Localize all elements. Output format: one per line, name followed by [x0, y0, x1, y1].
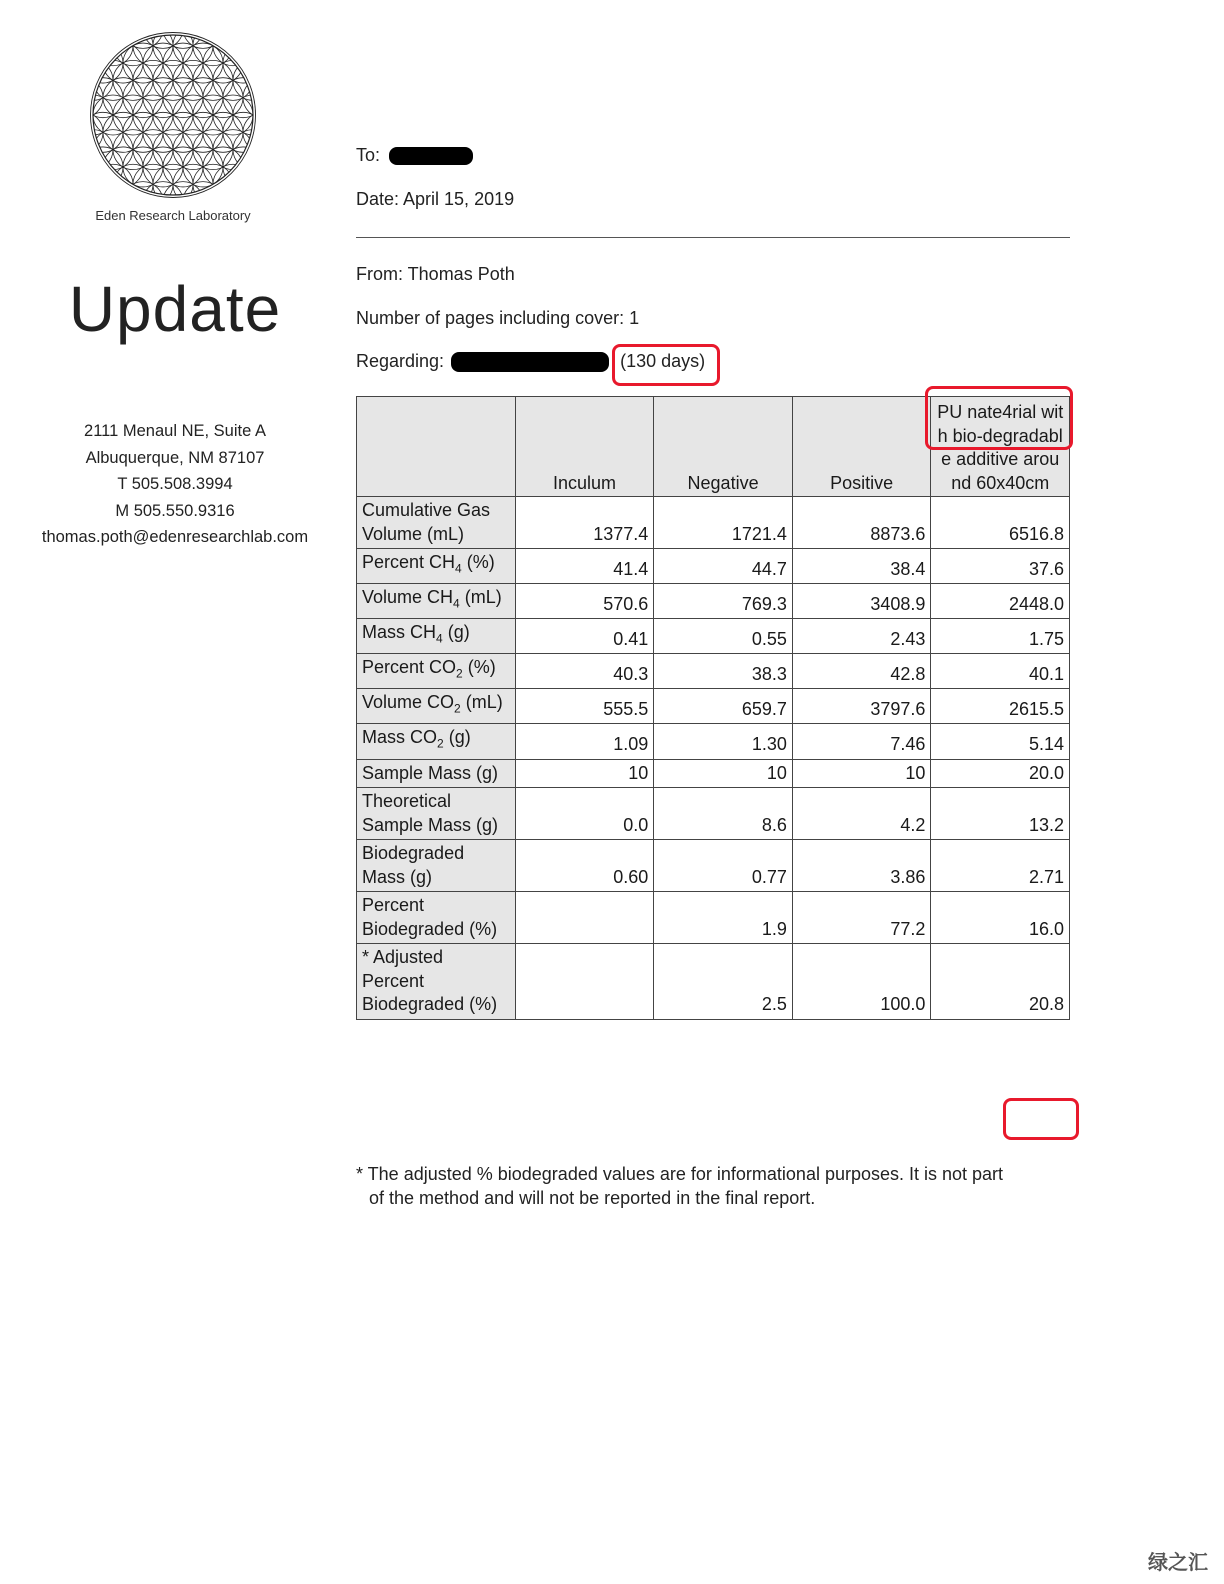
cell-value: 769.3: [654, 584, 793, 619]
cell-value: 40.1: [931, 654, 1070, 689]
flower-circle: [213, 30, 253, 66]
table-row: [357, 497, 1070, 549]
biodegradation-results-table: [356, 396, 1070, 1020]
cell-value: 1.30: [654, 724, 793, 759]
to-field: [356, 145, 473, 166]
header-divider: [356, 237, 1070, 238]
flower-circle: [223, 43, 258, 83]
row-label-subscript: 4: [436, 631, 443, 646]
table-row: [357, 944, 1070, 1020]
address-phone-m: M 505.550.9316: [115, 501, 235, 520]
row-label-subscript: 2: [454, 701, 461, 716]
cell-value: 3408.9: [792, 584, 931, 619]
cell-value: 44.7: [654, 549, 793, 584]
cell-value: 77.2: [792, 892, 931, 944]
cell-value: 2448.0: [931, 584, 1070, 619]
header-negative: Negative: [654, 397, 793, 497]
table-row: [357, 759, 1070, 788]
row-label: [357, 724, 516, 759]
highlight-adjusted-value: [1003, 1098, 1079, 1140]
redacted-subject: [451, 352, 609, 372]
address-email: thomas.poth@edenresearchlab.com: [41, 528, 309, 546]
row-label-text: Volume CO: [362, 692, 455, 713]
table-row: [357, 689, 1070, 724]
row-label-subscript: 2: [456, 666, 463, 681]
watermark: 绿之汇: [1148, 1552, 1208, 1574]
regarding-label: Regarding:: [356, 351, 445, 371]
cell-value: 16.0: [931, 892, 1070, 944]
row-label-text: Percent CO: [362, 657, 457, 678]
row-label: Sample Mass (g): [357, 759, 516, 788]
cell-value: 10: [515, 759, 654, 788]
cell-value: 2.5: [654, 944, 793, 1020]
flower-circle: [103, 30, 143, 48]
cell-value: 10: [654, 759, 793, 788]
row-label-text: Mass CO: [362, 727, 438, 748]
cell-value: 38.4: [792, 549, 931, 584]
contact-address: [20, 418, 330, 551]
cell-value: 10: [792, 759, 931, 788]
table-row: [357, 788, 1070, 840]
flower-circle: [213, 164, 253, 200]
cell-value: 1.9: [654, 892, 793, 944]
row-label-unit: (%): [461, 552, 495, 572]
cell-value: 0.55: [654, 619, 793, 654]
flower-of-life-logo: [88, 30, 258, 200]
header-blank: [357, 397, 516, 497]
cell-value: 8.6: [654, 788, 793, 840]
row-label: Cumulative Gas Volume (mL): [357, 497, 516, 549]
cell-value: 1.09: [515, 724, 654, 759]
highlight-regarding-days: [612, 344, 720, 386]
from-field: From: Thomas Poth: [356, 264, 515, 284]
row-label: Percent Biodegraded (%): [357, 892, 516, 944]
flower-circle: [103, 182, 143, 200]
address-city: Albuquerque, NM 87107: [85, 448, 265, 467]
to-label: To:: [356, 145, 381, 165]
cell-value: 37.6: [931, 549, 1070, 584]
cell-value: 41.4: [515, 549, 654, 584]
header-sample: PU nate4rial with bio-degradable additive around 60x40cm: [931, 397, 1070, 497]
row-label: * Adjusted Percent Biodegraded (%): [357, 944, 516, 1020]
lab-name: Eden Research Laboratory: [95, 208, 251, 223]
row-label-subscript: 2: [437, 737, 444, 752]
header-positive: Positive: [792, 397, 931, 497]
cell-value: 20.8: [931, 944, 1070, 1020]
row-label-unit: (g): [443, 727, 471, 748]
date-field: Date: April 15, 2019: [356, 189, 515, 209]
row-label-text: Percent CH: [362, 552, 456, 572]
cell-value: 7.46: [792, 724, 931, 759]
cell-value: 570.6: [515, 584, 654, 619]
cell-value: 2.43: [792, 619, 931, 654]
row-label-text: Mass CH: [362, 622, 437, 643]
table-row: [357, 654, 1070, 689]
cell-value: 555.5: [515, 689, 654, 724]
cell-value: 3797.6: [792, 689, 931, 724]
table-row: [357, 619, 1070, 654]
cell-value: 8873.6: [792, 497, 931, 549]
flower-circle: [93, 164, 133, 200]
flower-circle: [93, 30, 133, 66]
cell-value: 0.41: [515, 619, 654, 654]
page-title: Update: [68, 273, 282, 345]
cell-value: 20.0: [931, 759, 1070, 788]
cell-value: [515, 944, 654, 1020]
table-row: [357, 724, 1070, 759]
header-inculum: Inculum: [515, 397, 654, 497]
row-label-unit: (mL): [459, 587, 502, 608]
table-row: [357, 549, 1070, 584]
flower-circle: [88, 147, 123, 187]
cell-value: 42.8: [792, 654, 931, 689]
cell-value: 6516.8: [931, 497, 1070, 549]
row-label: [357, 619, 516, 654]
cell-value: 4.2: [792, 788, 931, 840]
cell-value: 40.3: [515, 654, 654, 689]
address-street: 2111 Menaul NE, Suite A: [84, 422, 266, 440]
table-row: [357, 584, 1070, 619]
regarding-days: (130 days): [620, 351, 706, 371]
cell-value: 0.77: [654, 840, 793, 892]
cell-value: 659.7: [654, 689, 793, 724]
row-label: [357, 549, 516, 584]
cell-value: 13.2: [931, 788, 1070, 840]
footnote: [356, 1162, 1076, 1210]
row-label: Biodegraded Mass (g): [357, 840, 516, 892]
row-label: [357, 654, 516, 689]
flower-circle: [223, 147, 258, 187]
cell-value: 1377.4: [515, 497, 654, 549]
cell-value: 3.86: [792, 840, 931, 892]
cell-value: 5.14: [931, 724, 1070, 759]
row-label-text: Volume CH: [362, 587, 454, 608]
row-label-unit: (g): [442, 622, 470, 643]
pages-field: Number of pages including cover: 1: [356, 308, 640, 328]
address-phone-t: T 505.508.3994: [117, 475, 233, 493]
footnote-line-1: * The adjusted % biodegraded values are for informational purposes. It is not part: [356, 1164, 1004, 1184]
row-label: [357, 689, 516, 724]
row-label: Theoretical Sample Mass (g): [357, 788, 516, 840]
cell-value: 1721.4: [654, 497, 793, 549]
footnote-line-2: of the method and will not be reported in the final report.: [369, 1188, 816, 1208]
cell-value: 0.0: [515, 788, 654, 840]
flower-circle: [88, 43, 123, 83]
table-row: [357, 840, 1070, 892]
row-label: [357, 584, 516, 619]
redacted-recipient: [389, 147, 473, 165]
flower-circle: [203, 182, 243, 200]
cell-value: 0.60: [515, 840, 654, 892]
cell-value: 38.3: [654, 654, 793, 689]
highlight-sample-header: [925, 386, 1073, 450]
row-label-unit: (mL): [460, 692, 503, 713]
cell-value: 2615.5: [931, 689, 1070, 724]
row-label-unit: (%): [462, 657, 496, 678]
cell-value: 1.75: [931, 619, 1070, 654]
table-row: [357, 892, 1070, 944]
flower-circle: [203, 30, 243, 48]
cell-value: 2.71: [931, 840, 1070, 892]
cell-value: [515, 892, 654, 944]
row-label-subscript: 4: [453, 596, 460, 611]
cell-value: 100.0: [792, 944, 931, 1020]
row-label-subscript: 4: [455, 561, 462, 576]
